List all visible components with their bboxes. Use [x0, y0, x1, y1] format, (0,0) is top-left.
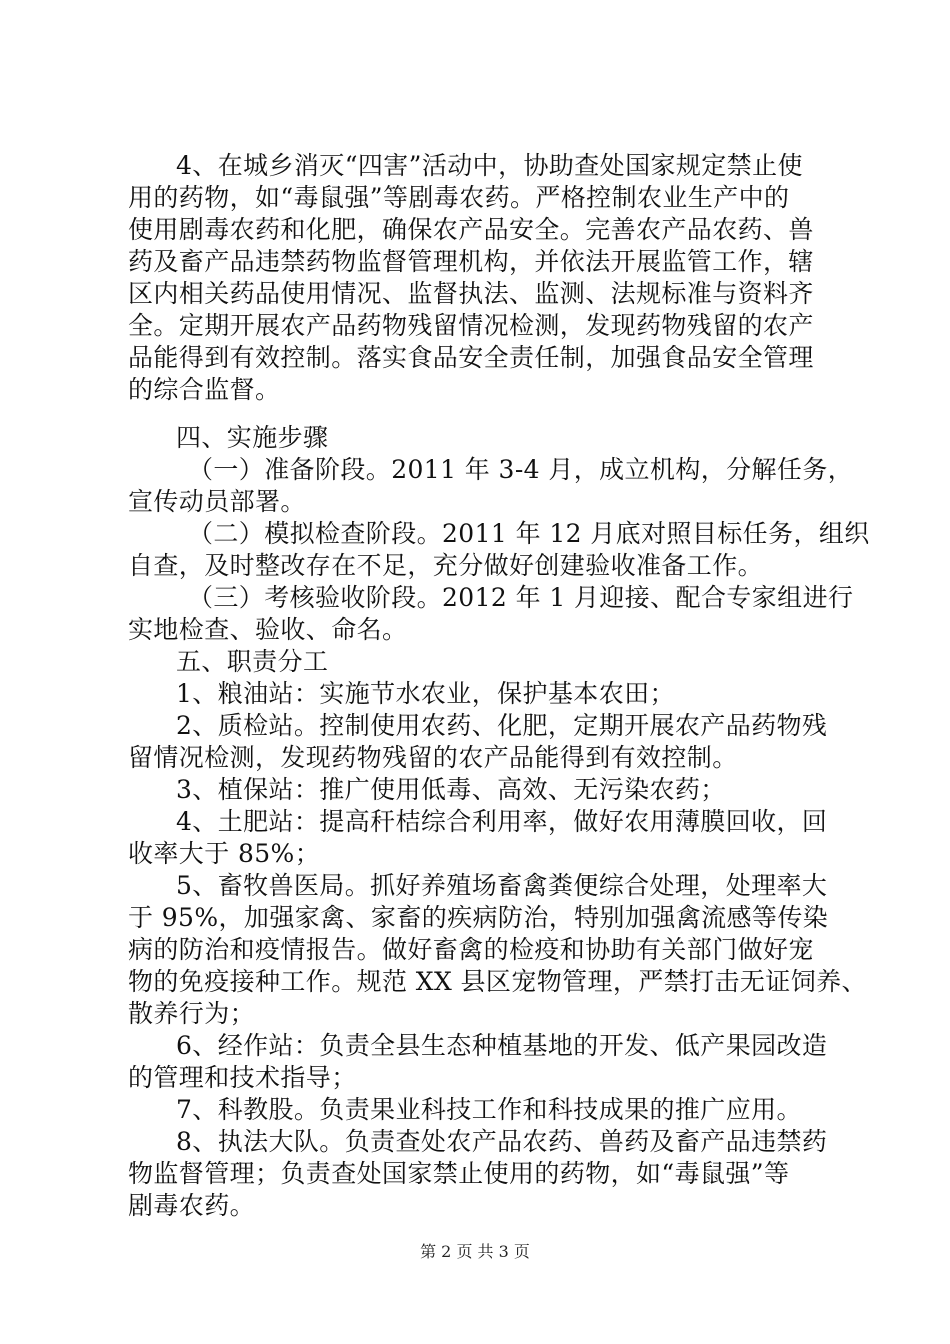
text-line: 的综合监督。: [128, 375, 281, 404]
text-line: 6、经作站：负责全县生态种植基地的开发、低产果园改造: [176, 1031, 828, 1060]
text-line: 散养行为；: [128, 999, 256, 1028]
text-line: （一）准备阶段。2011 年 3-4 月，成立机构，分解任务，: [188, 455, 854, 484]
text-line: 品能得到有效控制。落实食品安全责任制，加强食品安全管理: [128, 343, 814, 372]
text-line: 实地检查、验收、命名。: [128, 615, 408, 644]
text-line: 3、植保站：推广使用低毒、高效、无污染农药；: [176, 775, 726, 804]
text-line: 病的防治和疫情报告。做好畜禽的检疫和协助有关部门做好宠: [128, 935, 814, 964]
text-line: 全。定期开展农产品药物残留情况检测，发现药物残留的农产: [128, 311, 814, 340]
text-line: （二）模拟检查阶段。2011 年 12 月底对照目标任务，组织: [188, 519, 870, 548]
text-line: 8、执法大队。负责查处农产品农药、兽药及畜产品违禁药: [176, 1127, 828, 1156]
section-heading: 四、实施步骤: [176, 423, 329, 452]
page-number-footer: 第 2 页 共 3 页: [420, 1242, 530, 1261]
text-line: 区内相关药品使用情况、监督执法、监测、法规标准与资料齐: [128, 279, 814, 308]
text-line: 剧毒农药。: [128, 1191, 256, 1220]
text-line: 的管理和技术指导；: [128, 1063, 357, 1092]
text-line: 物监督管理；负责查处国家禁止使用的药物，如“毒鼠强”等: [128, 1159, 790, 1188]
text-line: 自查，及时整改存在不足，充分做好创建验收准备工作。: [128, 551, 764, 580]
text-line: 收率大于 85%；: [128, 839, 321, 868]
text-line: 7、科教股。负责果业科技工作和科技成果的推广应用。: [176, 1095, 802, 1124]
text-line: 2、质检站。控制使用农药、化肥，定期开展农产品药物残: [176, 711, 828, 740]
text-line: 1、粮油站：实施节水农业，保护基本农田；: [176, 679, 675, 708]
text-line: 5、畜牧兽医局。抓好养殖场畜禽粪便综合处理，处理率大: [176, 871, 828, 900]
section-heading: 五、职责分工: [176, 647, 329, 676]
text-line: 药及畜产品违禁药物监督管理机构，并依法开展监管工作，辖: [128, 247, 814, 276]
text-line: 用的药物，如“毒鼠强”等剧毒农药。严格控制农业生产中的: [128, 183, 790, 212]
text-line: 物的免疫接种工作。规范 XX 县区宠物管理，严禁打击无证饲养、: [128, 967, 867, 996]
text-line: 4、土肥站：提高秆桔综合利用率，做好农用薄膜回收，回: [176, 807, 828, 836]
text-line: 4、在城乡消灭“四害”活动中，协助查处国家规定禁止使: [176, 151, 803, 180]
text-line: 留情况检测，发现药物残留的农产品能得到有效控制。: [128, 743, 738, 772]
text-line: 宣传动员部署。: [128, 487, 306, 516]
text-line: 于 95%，加强家禽、家畜的疾病防治，特别加强禽流感等传染: [128, 903, 829, 932]
text-line: （三）考核验收阶段。2012 年 1 月迎接、配合专家组进行: [188, 583, 854, 612]
text-line: 使用剧毒农药和化肥，确保农产品安全。完善农产品农药、兽: [128, 215, 814, 244]
